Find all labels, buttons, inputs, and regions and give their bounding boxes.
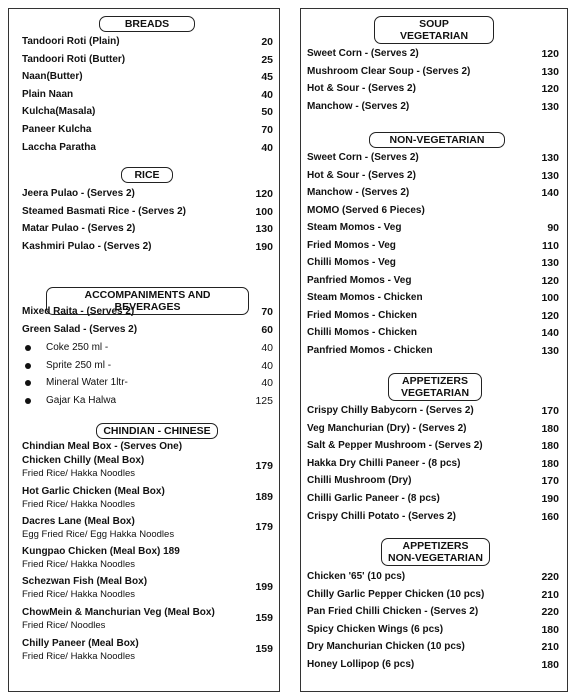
menu-item-name: Chilli Mushroom (Dry) <box>307 475 412 487</box>
menu-item-name: Kashmiri Pulao - (Serves 2) <box>22 240 152 252</box>
menu-item-name: Jeera Pulao - (Serves 2) <box>22 188 135 199</box>
section-header-chindian-line-1: CHINDIAN - CHINESE <box>103 425 211 437</box>
bullet-dot <box>25 380 31 386</box>
menu-item-name: Honey Lollipop (6 pcs) <box>307 659 415 670</box>
menu-item-name: Chilli Garlic Paneer - (8 pcs) <box>307 493 440 504</box>
section-header-appetizers-nonveg-line-2: NON-VEGETARIAN <box>388 552 483 564</box>
section-header-rice-line-1: RICE <box>134 169 160 181</box>
menu-item-name: Panfried Momos - Veg <box>307 274 412 286</box>
section-header-chindian <box>96 423 218 439</box>
menu-item-price: 180 <box>541 457 559 470</box>
menu-item-name: Matar Pulao - (Serves 2) <box>22 223 136 235</box>
menu-item-price: 90 <box>547 222 559 234</box>
menu-item-price: 160 <box>541 510 559 523</box>
menu-item-price: 130 <box>541 344 559 357</box>
menu-item-price: 130 <box>541 100 559 113</box>
menu-item-price: 60 <box>261 323 273 336</box>
menu-item-price: 220 <box>541 571 559 583</box>
menu-item-price: 190 <box>255 240 273 253</box>
menu-item-name: Chicken Chilly (Meal Box) <box>22 455 145 466</box>
menu-item-name: Steam Momos - Veg <box>307 222 402 233</box>
menu-item-description: Fried Rice/ Hakka Noodles <box>22 589 135 600</box>
menu-item-price: 180 <box>541 422 559 435</box>
menu-subheading: Chindian Meal Box - (Serves One) <box>22 441 183 452</box>
menu-item-name: Hot & Sour - (Serves 2) <box>307 83 416 95</box>
menu-item-description: Fried Rice/ Hakka Noodles <box>22 651 135 662</box>
menu-item-name: Chicken '65' (10 pcs) <box>307 571 406 582</box>
menu-item-name: Hot Garlic Chicken (Meal Box) <box>22 486 165 497</box>
menu-item-price: 125 <box>255 394 273 407</box>
menu-item-price: 170 <box>541 475 559 488</box>
section-header-appetizers-veg-line-2: VEGETARIAN <box>400 387 470 399</box>
menu-item-name: Chilli Momos - Chicken <box>307 327 418 338</box>
section-header-soup-nonveg <box>369 132 505 148</box>
section-header-appetizers-nonveg-line-1: APPETIZERS <box>402 540 469 552</box>
section-header-appetizers-veg <box>388 373 482 401</box>
menu-item-name: Sweet Corn - (Serves 2) <box>307 48 419 59</box>
menu-item-price: 179 <box>255 460 273 472</box>
section-header-accompaniments-line-1: ACCOMPANIMENTS AND BEVERAGES <box>84 289 211 313</box>
section-header-breads <box>99 16 195 32</box>
menu-item-price: 40 <box>261 359 273 372</box>
menu-item-name: Schezwan Fish (Meal Box) <box>22 576 148 587</box>
menu-item-price: 220 <box>541 606 559 619</box>
menu-item-name: Tandoori Roti (Plain) <box>22 36 120 47</box>
menu-item-description: Fried Rice/ Hakka Noodles <box>22 559 135 570</box>
left-menu-column <box>8 8 280 692</box>
section-header-appetizers-veg-line-1: APPETIZERS <box>402 375 468 387</box>
menu-item-price: 159 <box>255 612 273 624</box>
bullet-dot <box>25 345 31 351</box>
menu-item-name: Laccha Paratha <box>22 141 96 153</box>
section-header-appetizers-nonveg <box>381 538 490 566</box>
menu-item-name: Green Salad - (Serves 2) <box>22 323 138 335</box>
section-header-soup-nonveg-line-1: NON-VEGETARIAN <box>389 134 485 146</box>
menu-item-name: MOMO (Served 6 Pieces) <box>307 204 425 216</box>
menu-item-name: Tandoori Roti (Butter) <box>22 53 126 65</box>
menu-item-price: 25 <box>261 53 273 66</box>
menu-item-price: 130 <box>541 257 559 269</box>
menu-item-name: Hot & Sour - (Serves 2) <box>307 169 416 181</box>
menu-item-name: Naan(Butter) <box>22 71 83 83</box>
menu-item-name: Fried Momos - Veg <box>307 239 396 251</box>
menu-item-price: 120 <box>255 188 273 200</box>
section-header-soup-veg <box>374 16 494 44</box>
menu-item-price: 120 <box>541 48 559 60</box>
menu-item-name: Manchow - (Serves 2) <box>307 100 410 112</box>
menu-item-price: 70 <box>261 124 273 136</box>
menu-item-name: Dacres Lane (Meal Box) <box>22 516 135 527</box>
menu-item-price: 100 <box>255 205 273 218</box>
menu-item-name: Kungpao Chicken (Meal Box) 189 <box>22 546 180 557</box>
menu-item-name: Manchow - (Serves 2) <box>307 187 410 198</box>
menu-item-price: 20 <box>261 36 273 48</box>
menu-item-price: 40 <box>261 88 273 101</box>
menu-item-name: Mineral Water 1ltr- <box>46 377 128 389</box>
menu-item-description: Egg Fried Rice/ Egg Hakka Noodles <box>22 529 175 540</box>
menu-item-name: ChowMein & Manchurian Veg (Meal Box) <box>22 607 215 618</box>
menu-item-price: 179 <box>255 521 273 533</box>
bullet-dot <box>25 398 31 404</box>
menu-item-name: Sprite 250 ml - <box>46 359 112 371</box>
bullet-dot <box>25 363 31 369</box>
menu-item-name: Mushroom Clear Soup - (Serves 2) <box>307 65 471 77</box>
menu-item-name: Hakka Dry Chilli Paneer - (8 pcs) <box>307 457 461 469</box>
menu-item-price: 110 <box>542 239 559 252</box>
menu-item-price: 130 <box>541 169 559 182</box>
section-header-soup-veg-line-2: VEGETARIAN <box>399 30 469 42</box>
menu-item-price: 210 <box>541 641 559 654</box>
menu-item-name: Spicy Chicken Wings (6 pcs) <box>307 623 444 635</box>
menu-item-price: 40 <box>261 141 273 154</box>
menu-item-description: Fried Rice/ Hakka Noodles <box>22 499 135 510</box>
menu-item-price: 170 <box>541 405 559 417</box>
menu-item-price: 130 <box>255 223 273 236</box>
menu-item-name: Steam Momos - Chicken <box>307 292 423 303</box>
menu-item-price: 180 <box>541 440 559 453</box>
menu-item-price: 100 <box>541 292 559 304</box>
menu-item-name: Dry Manchurian Chicken (10 pcs) <box>307 641 465 653</box>
menu-item-price: 210 <box>541 588 559 601</box>
menu-item-name: Sweet Corn - (Serves 2) <box>307 152 419 163</box>
menu-item-price: 140 <box>541 327 559 339</box>
menu-item-price: 140 <box>541 187 559 199</box>
menu-item-name: Paneer Kulcha <box>22 124 92 135</box>
right-menu-column <box>300 8 568 692</box>
menu-item-price: 189 <box>255 491 273 503</box>
menu-item-name: Steamed Basmati Rice - (Serves 2) <box>22 205 186 217</box>
menu-item-price: 130 <box>541 65 559 78</box>
menu-item-name: Mixed Raita - (Serves 2) <box>22 306 135 317</box>
menu-item-price: 159 <box>255 643 273 655</box>
menu-item-name: Plain Naan <box>22 88 74 100</box>
menu-item-name: Crispy Chilli Potato - (Serves 2) <box>307 510 456 522</box>
menu-item-name: Veg Manchurian (Dry) - (Serves 2) <box>307 422 467 434</box>
menu-item-price: 120 <box>541 274 559 287</box>
menu-item-description: Fried Rice/ Hakka Noodles <box>22 468 135 479</box>
menu-item-price: 130 <box>541 152 559 164</box>
section-header-breads-line-1: BREADS <box>124 18 170 30</box>
menu-item-description: Fried Rice/ Noodles <box>22 620 106 631</box>
section-header-rice <box>121 167 173 183</box>
menu-item-price: 40 <box>261 377 273 390</box>
menu-item-name: Chilli Momos - Veg <box>307 257 396 268</box>
menu-item-price: 180 <box>541 623 559 636</box>
menu-item-price: 70 <box>261 306 273 318</box>
menu-item-name: Pan Fried Chilli Chicken - (Serves 2) <box>307 606 479 618</box>
menu-item-name: Crispy Chilly Babycorn - (Serves 2) <box>307 405 474 416</box>
menu-item-price: 199 <box>255 581 273 593</box>
menu-item-name: Chilly Paneer (Meal Box) <box>22 638 139 649</box>
menu-item-price: 50 <box>261 106 273 119</box>
menu-item-name: Panfried Momos - Chicken <box>307 344 433 356</box>
menu-item-price: 190 <box>541 493 559 505</box>
menu-item-price: 120 <box>541 309 559 322</box>
menu-item-name: Fried Momos - Chicken <box>307 309 418 321</box>
menu-item-name: Salt & Pepper Mushroom - (Serves 2) <box>307 440 483 452</box>
menu-item-name: Gajar Ka Halwa <box>46 394 117 406</box>
menu-item-price: 45 <box>261 71 273 84</box>
menu-item-price: 120 <box>541 83 559 96</box>
menu-item-price: 40 <box>261 342 273 354</box>
section-header-soup-veg-line-1: SOUP <box>419 18 449 30</box>
menu-item-name: Coke 250 ml - <box>46 342 109 353</box>
menu-item-price: 180 <box>541 659 559 671</box>
menu-item-name: Chilly Garlic Pepper Chicken (10 pcs) <box>307 588 485 600</box>
menu-item-name: Kulcha(Masala) <box>22 106 96 118</box>
